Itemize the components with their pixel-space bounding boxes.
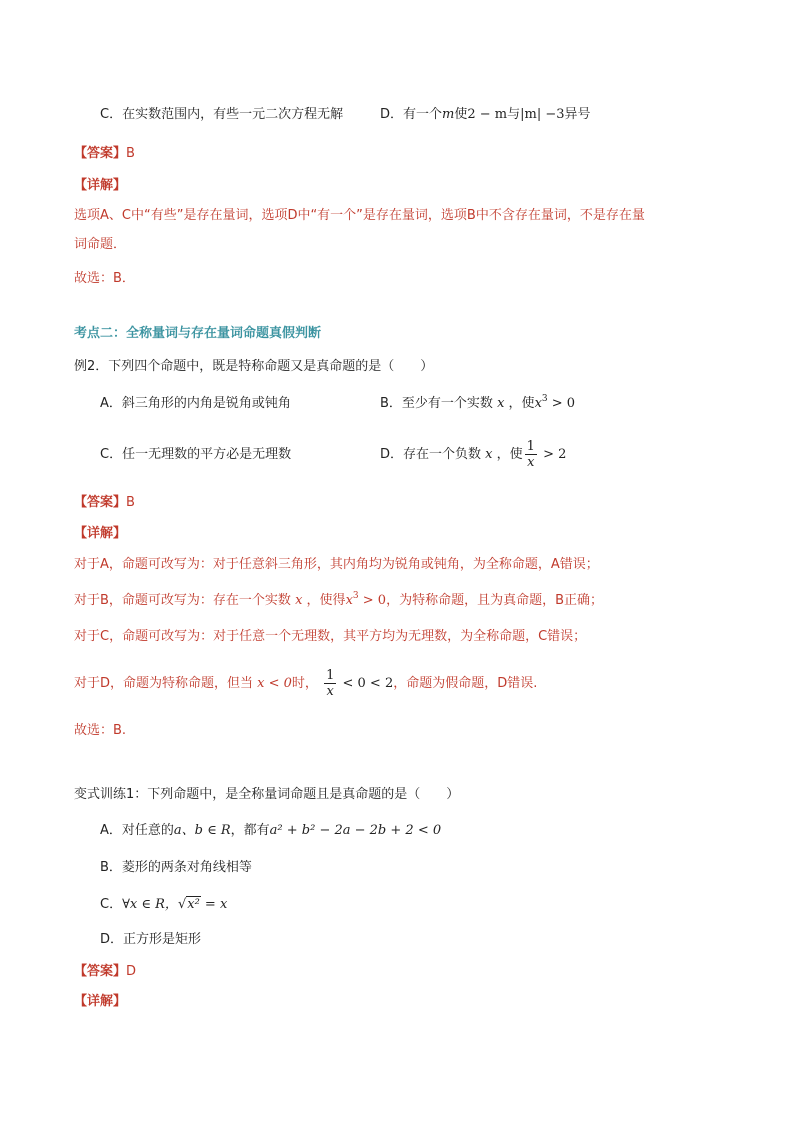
ex2-detail-b bbox=[74, 592, 603, 610]
ex2-option-b bbox=[380, 395, 575, 413]
option-text: B．菱形的两条对角线相等 bbox=[100, 860, 252, 875]
math-expr: |m| −3 bbox=[520, 107, 565, 122]
math-expr: x < 0 bbox=[257, 676, 292, 691]
ex2-detail-d bbox=[74, 667, 537, 701]
math-var: m bbox=[442, 107, 455, 122]
math-expr: > 0 bbox=[358, 593, 387, 608]
section-title bbox=[74, 325, 321, 343]
prev-option-c bbox=[100, 106, 343, 124]
detail-text: 对于C，命题可改写为：对于任意一个无理数，其平方均为无理数，为全称命题，C错误； bbox=[74, 629, 587, 644]
option-text: ，使 bbox=[496, 447, 523, 462]
variant1-question bbox=[74, 786, 459, 804]
detail-text: ，命题为假命题，D错误. bbox=[393, 676, 538, 691]
answer-value: B bbox=[126, 146, 135, 161]
prev-option-d bbox=[380, 106, 591, 124]
math-var: x bbox=[534, 396, 542, 411]
option-text: D．正方形是矩形 bbox=[100, 932, 202, 947]
var1-option-c bbox=[100, 896, 227, 914]
answer-label: 【答案】 bbox=[74, 495, 127, 510]
option-text: A．斜三角形的内角是锐角或钝角 bbox=[100, 396, 291, 411]
option-text: D．有一个 bbox=[380, 107, 443, 122]
option-text: D．存在一个负数 bbox=[380, 447, 482, 462]
math-expr: > 0 bbox=[547, 396, 576, 411]
detail-text: 对于A，命题可改写为：对于任意斜三角形，其内角均为锐角或钝角，为全称命题，A错误； bbox=[74, 557, 599, 572]
math-fraction bbox=[525, 439, 537, 470]
math-expr: < 0 < 2 bbox=[338, 676, 394, 691]
option-text: C． bbox=[100, 897, 123, 912]
sqrt-radicand: x² bbox=[187, 897, 200, 912]
var1-option-a bbox=[100, 822, 441, 840]
prev-answer bbox=[74, 145, 135, 163]
option-text: 异号 bbox=[564, 107, 591, 122]
detail-text: 对于B，命题可改写为：存在一个实数 bbox=[74, 593, 291, 608]
math-exponent: 3 bbox=[352, 590, 359, 601]
var1-option-d bbox=[100, 931, 201, 949]
math-var: x bbox=[497, 396, 505, 411]
question-text: 例2．下列四个命题中，既是特称命题又是真命题的是（ ） bbox=[74, 359, 434, 374]
math-var: x bbox=[485, 447, 493, 462]
example2-question bbox=[74, 358, 433, 376]
conclusion-text: 故选：B. bbox=[74, 723, 127, 738]
math-expr: > 2 bbox=[538, 447, 567, 462]
option-text: ，都有 bbox=[230, 823, 270, 838]
var1-answer bbox=[74, 963, 136, 981]
math-expr: ∀x ∈ R， bbox=[122, 897, 178, 912]
option-text: 与 bbox=[507, 107, 521, 122]
math-expr: a、b ∈ R bbox=[173, 823, 231, 838]
detail-text: ，为特称命题，且为真命题，B正确； bbox=[386, 593, 603, 608]
var1-detail-label bbox=[74, 993, 126, 1011]
option-text: ，使 bbox=[508, 396, 535, 411]
answer-value: D bbox=[126, 964, 137, 979]
ex2-detail-a bbox=[74, 556, 599, 574]
answer-label: 【答案】 bbox=[74, 964, 127, 979]
option-text: 使 bbox=[454, 107, 468, 122]
prev-conclusion bbox=[74, 270, 135, 288]
detail-text: 对于D，命题为特称命题，但当 bbox=[74, 676, 254, 691]
detail-text: 词命题． bbox=[74, 237, 127, 252]
ex2-option-d bbox=[380, 438, 566, 472]
prev-detail-line2 bbox=[74, 236, 126, 254]
ex2-conclusion bbox=[74, 722, 126, 740]
prev-detail-line1 bbox=[74, 207, 645, 225]
var1-option-b bbox=[100, 859, 252, 877]
math-expr: = x bbox=[200, 897, 228, 912]
math-expr: 2 − m bbox=[467, 107, 508, 122]
ex2-option-c bbox=[100, 446, 291, 464]
ex2-answer bbox=[74, 494, 135, 512]
answer-value: B bbox=[126, 495, 135, 510]
prev-detail-label bbox=[74, 177, 126, 195]
detail-label: 【详解】 bbox=[74, 526, 127, 541]
ex2-detail-c bbox=[74, 628, 586, 646]
fraction-denominator: x bbox=[326, 684, 334, 699]
ex2-detail-label bbox=[74, 525, 126, 543]
detail-label: 【详解】 bbox=[74, 994, 127, 1009]
section-title-text: 考点二：全称量词与存在量词命题真假判断 bbox=[74, 326, 322, 341]
fraction-denominator: x bbox=[527, 455, 535, 470]
answer-label: 【答案】 bbox=[74, 146, 127, 161]
math-sqrt: √x² bbox=[177, 897, 200, 912]
math-var: x bbox=[345, 593, 353, 608]
question-text: 变式训练1：下列命题中，是全称量词命题且是真命题的是（ ） bbox=[74, 787, 460, 802]
option-text: C．任一无理数的平方必是无理数 bbox=[100, 447, 292, 462]
math-fraction bbox=[324, 668, 336, 699]
math-var: x bbox=[295, 593, 303, 608]
ex2-option-a bbox=[100, 395, 291, 413]
detail-label: 【详解】 bbox=[74, 178, 127, 193]
fraction-numerator: 1 bbox=[526, 439, 535, 454]
detail-text: 时， bbox=[291, 676, 318, 691]
option-text: A．对任意的 bbox=[100, 823, 174, 838]
math-exponent: 3 bbox=[541, 393, 548, 404]
math-expr: a² + b² − 2a − 2b + 2 < 0 bbox=[269, 823, 442, 838]
option-text: C．在实数范围内，有些一元二次方程无解 bbox=[100, 107, 344, 122]
detail-text: 选项A、C中“有些”是存在量词，选项D中“有一个”是存在量词，选项B中不含存在量词，不是存在量 bbox=[74, 208, 645, 223]
option-text: B．至少有一个实数 bbox=[380, 396, 493, 411]
detail-text: ，使得 bbox=[306, 593, 346, 608]
fraction-numerator: 1 bbox=[326, 668, 335, 683]
conclusion-text: 故选：B． bbox=[74, 271, 135, 286]
